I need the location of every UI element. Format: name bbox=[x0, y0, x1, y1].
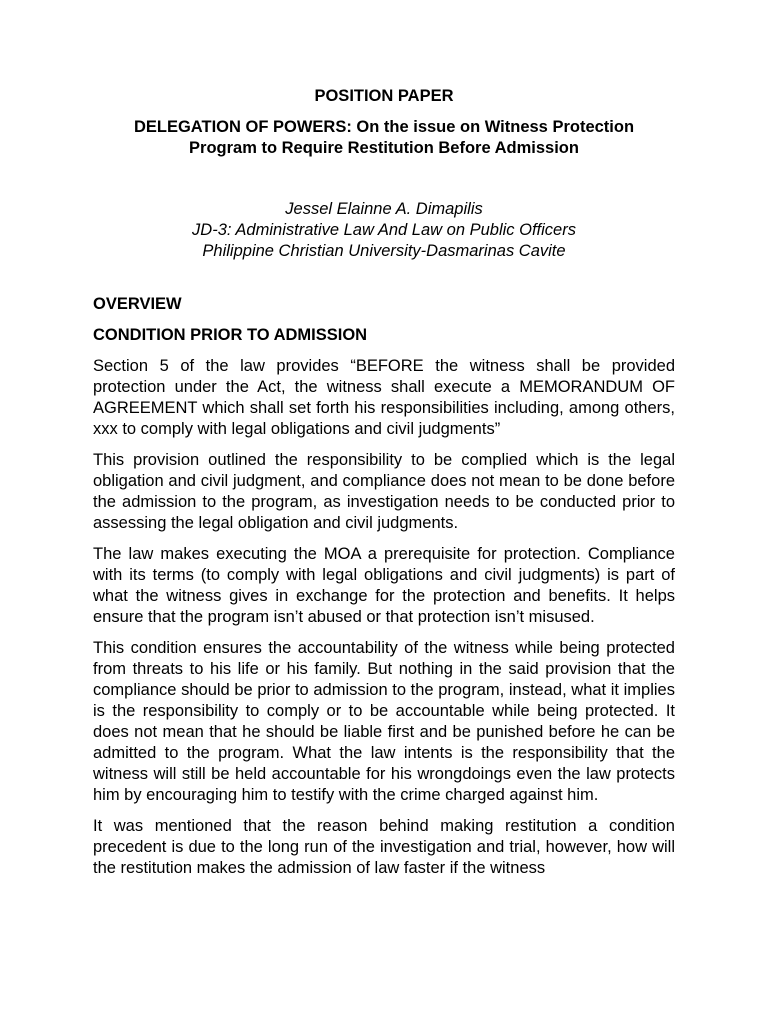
overview-heading: OVERVIEW bbox=[93, 295, 182, 313]
document-title-line-2: Program to Require Restitution Before Admission bbox=[189, 139, 579, 157]
paragraph-accountability: This condition ensures the accountability of the witness while being protected from threats to his life or his family. But nothing in the said provision that the compliance should be prior to admission to the program, instead, what it implies is the responsibility to comply or to be accountable while being protected. It does not mean that he should be liable first and be punished before he can be admitted to the program. What the law intents is the responsibility that the witness will still be held accountable for his wrongdoings even the law protects him by encouraging him to testify with the crime charged against him. bbox=[93, 639, 675, 804]
condition-heading: CONDITION PRIOR TO ADMISSION bbox=[93, 326, 368, 344]
document-title bbox=[93, 117, 675, 159]
paragraph-section-5: Section 5 of the law provides “BEFORE the witness shall be provided protection under the Act, the witness shall execute a MEMORANDUM OF AGREEMENT which shall set forth his responsibilities including, among others, xxx to comply with legal obligations and civil judgments” bbox=[93, 357, 675, 438]
author-course: JD-3: Administrative Law And Law on Public Officers bbox=[192, 221, 576, 239]
paragraph-moa: The law makes executing the MOA a prerequisite for protection. Compliance with its terms (to comply with legal obligations and civil judgments) is part of what the witness gives in exchange for the protection and benefits. It helps ensure that the program isn’t abused or that protection isn’t misused. bbox=[93, 545, 675, 626]
author-institution: Philippine Christian University-Dasmarinas Cavite bbox=[202, 242, 566, 260]
document-title-line-1: DELEGATION OF POWERS: On the issue on Witness Protection bbox=[133, 118, 635, 136]
author-name: Jessel Elainne A. Dimapilis bbox=[285, 200, 483, 218]
paragraph-restitution: It was mentioned that the reason behind making restitution a condition precedent is due to the long run of the investigation and trial, however, how will the restitution makes the admission of law faster if the witness bbox=[93, 817, 675, 877]
author-block bbox=[93, 199, 675, 262]
document-body bbox=[93, 86, 675, 879]
paragraph-provision: This provision outlined the responsibility to be complied which is the legal obligation and civil judgment, and compliance does not mean to be done before the admission to the program, as investigation needs to be conducted prior to assessing the legal obligation and civil judgments. bbox=[93, 451, 675, 532]
document-type-heading: POSITION PAPER bbox=[314, 87, 454, 105]
